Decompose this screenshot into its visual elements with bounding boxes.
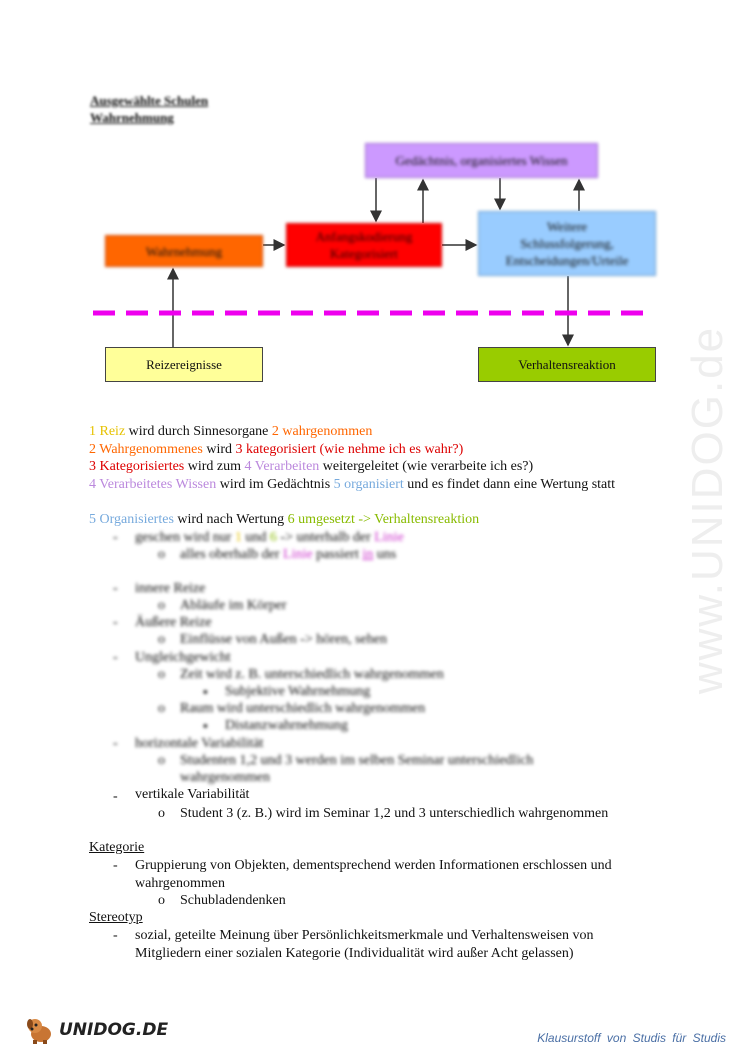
dash-marker: - <box>113 530 118 545</box>
dash-marker: - <box>113 858 118 873</box>
list-item: Distanzwahrnehmung <box>225 718 348 733</box>
list-item: innere Reize <box>135 581 206 596</box>
dog-icon <box>25 1015 55 1045</box>
circle-marker: o <box>158 806 165 821</box>
list-item: alles oberhalb der Linie passiert in uns <box>180 547 397 562</box>
kategorie-item-line-2: wahrgenommen <box>135 876 225 891</box>
circle-marker: o <box>158 598 165 613</box>
list-item: horizontale Variabilität <box>135 736 264 751</box>
stereotyp-item-line-1: sozial, geteilte Meinung über Persönlichkeitsmerkmale und Verhaltensweisen von <box>135 928 594 943</box>
step-1-number: 1 Reiz <box>89 424 126 439</box>
circle-marker: o <box>158 547 165 562</box>
step-3-next: 4 Verarbeiten <box>244 459 320 474</box>
circle-marker: o <box>158 667 165 682</box>
logo-text: UNIDOG.DE <box>59 1020 169 1040</box>
list-item: Einflüsse von Außen -> hören, sehen <box>180 632 387 647</box>
step-5 <box>89 511 649 529</box>
step-3 <box>89 458 649 476</box>
square-bullet: ▪ <box>203 684 208 699</box>
categorization-label-2: Kategorisiert <box>330 246 398 261</box>
stereotyp-heading: Stereotyp <box>89 910 143 925</box>
square-bullet: ▪ <box>203 718 208 733</box>
step-3-text: wird zum <box>184 459 245 474</box>
step-5-text: wird nach Wertung <box>173 511 288 527</box>
step-4-next: 5 organisiert <box>333 476 404 492</box>
circle-marker: o <box>158 632 165 647</box>
step-3-tail: weitergeleitet (wie verarbeite ich es?) <box>319 459 534 474</box>
conclusion-label-1: Weitere <box>546 219 588 234</box>
list-item: Ungleichgewicht <box>135 650 231 665</box>
step-2-next: 3 kategorisiert (wie nehme ich es wahr?) <box>235 441 464 457</box>
student-line: Student 3 (z. B.) wird im Seminar 1,2 und 3 unterschiedlich wahrgenommen <box>180 806 609 821</box>
list-item: geschen wird nur 1 und 6 -> unterhalb der Linie <box>135 530 404 545</box>
kategorie-heading: Kategorie <box>89 840 145 855</box>
circle-marker: o <box>158 701 165 716</box>
conclusion-label-3: Entscheidungen/Urteile <box>505 253 629 268</box>
list-item: Abläufe im Körper <box>180 598 287 613</box>
step-2 <box>89 441 649 459</box>
stimulus-box <box>105 347 263 382</box>
step-4-text: wird im Gedächtnis <box>216 476 334 492</box>
conclusion-box <box>478 211 656 276</box>
dash-marker: - <box>113 789 118 804</box>
stimulus-label: Reizereignisse <box>146 357 222 372</box>
header-line-1: Ausgewählte Schulen <box>90 93 209 108</box>
perception-box <box>105 235 263 267</box>
step-3-number: 3 Kategorisiertes <box>89 459 185 474</box>
perception-label: Wahrnehmung <box>145 243 223 259</box>
kategorie-sub-item: Schubladendenken <box>180 893 286 908</box>
step-4 <box>89 476 649 494</box>
categorization-label-1: Anfangskodierung <box>315 229 413 244</box>
step-2-number: 2 Wahrgenommenes <box>89 441 203 457</box>
reaction-box <box>478 347 656 382</box>
stereotyp-item-line-2: Mitgliedern einer sozialen Kategorie (Individualität wird außer Acht gelassen) <box>135 946 574 961</box>
unidog-logo[interactable] <box>25 1015 168 1045</box>
list-item: Zeit wird z. B. unterschiedlich wahrgenommen <box>180 667 444 682</box>
list-item: Raum wird unterschiedlich wahrgenommen <box>180 701 426 716</box>
dash-marker: - <box>113 736 118 751</box>
dash-marker: - <box>113 650 118 665</box>
step-1-text: wird durch Sinnesorgane <box>125 424 272 439</box>
categorization-box <box>286 223 442 267</box>
step-4-tail: und es findet dann eine Wertung statt <box>403 476 616 492</box>
step-1-next: 2 wahrgenommen <box>271 424 373 439</box>
dash-marker: - <box>113 928 118 943</box>
reaction-label: Verhaltensreaktion <box>518 357 616 372</box>
list-item: wahrgenommen <box>180 770 270 785</box>
dash-marker: - <box>113 615 118 630</box>
circle-marker: o <box>158 753 165 768</box>
step-5-number: 5 Organisiertes <box>89 511 174 527</box>
list-item: Subjektive Wahrnehmung <box>225 684 371 699</box>
conclusion-label-2: Schlussfolgerung, <box>520 236 614 251</box>
watermark: www.UNIDOG.de <box>683 325 732 695</box>
step-2-text: wird <box>202 441 236 457</box>
list-item: Studenten 1,2 und 3 werden im selben Seminar unterschiedlich <box>180 753 534 768</box>
step-5-next: 6 umgesetzt -> Verhaltensreaktion <box>287 511 480 527</box>
circle-marker: o <box>158 893 165 908</box>
header-line-2: Wahrnehmung <box>90 110 174 125</box>
memory-label: Gedächtnis, organisiertes Wissen <box>395 153 568 168</box>
footer-tagline: Klausurstoff von Studis für Studis <box>537 1031 726 1045</box>
memory-box <box>365 143 598 178</box>
dash-marker: - <box>113 581 118 596</box>
vertical-variability: vertikale Variabilität <box>135 787 250 802</box>
list-item: Äußere Reize <box>135 615 212 630</box>
step-1 <box>89 423 649 441</box>
kategorie-item-line-1: Gruppierung von Objekten, dementsprechend werden Informationen erschlossen und <box>135 858 612 873</box>
step-4-number: 4 Verarbeitetes Wissen <box>89 476 217 492</box>
